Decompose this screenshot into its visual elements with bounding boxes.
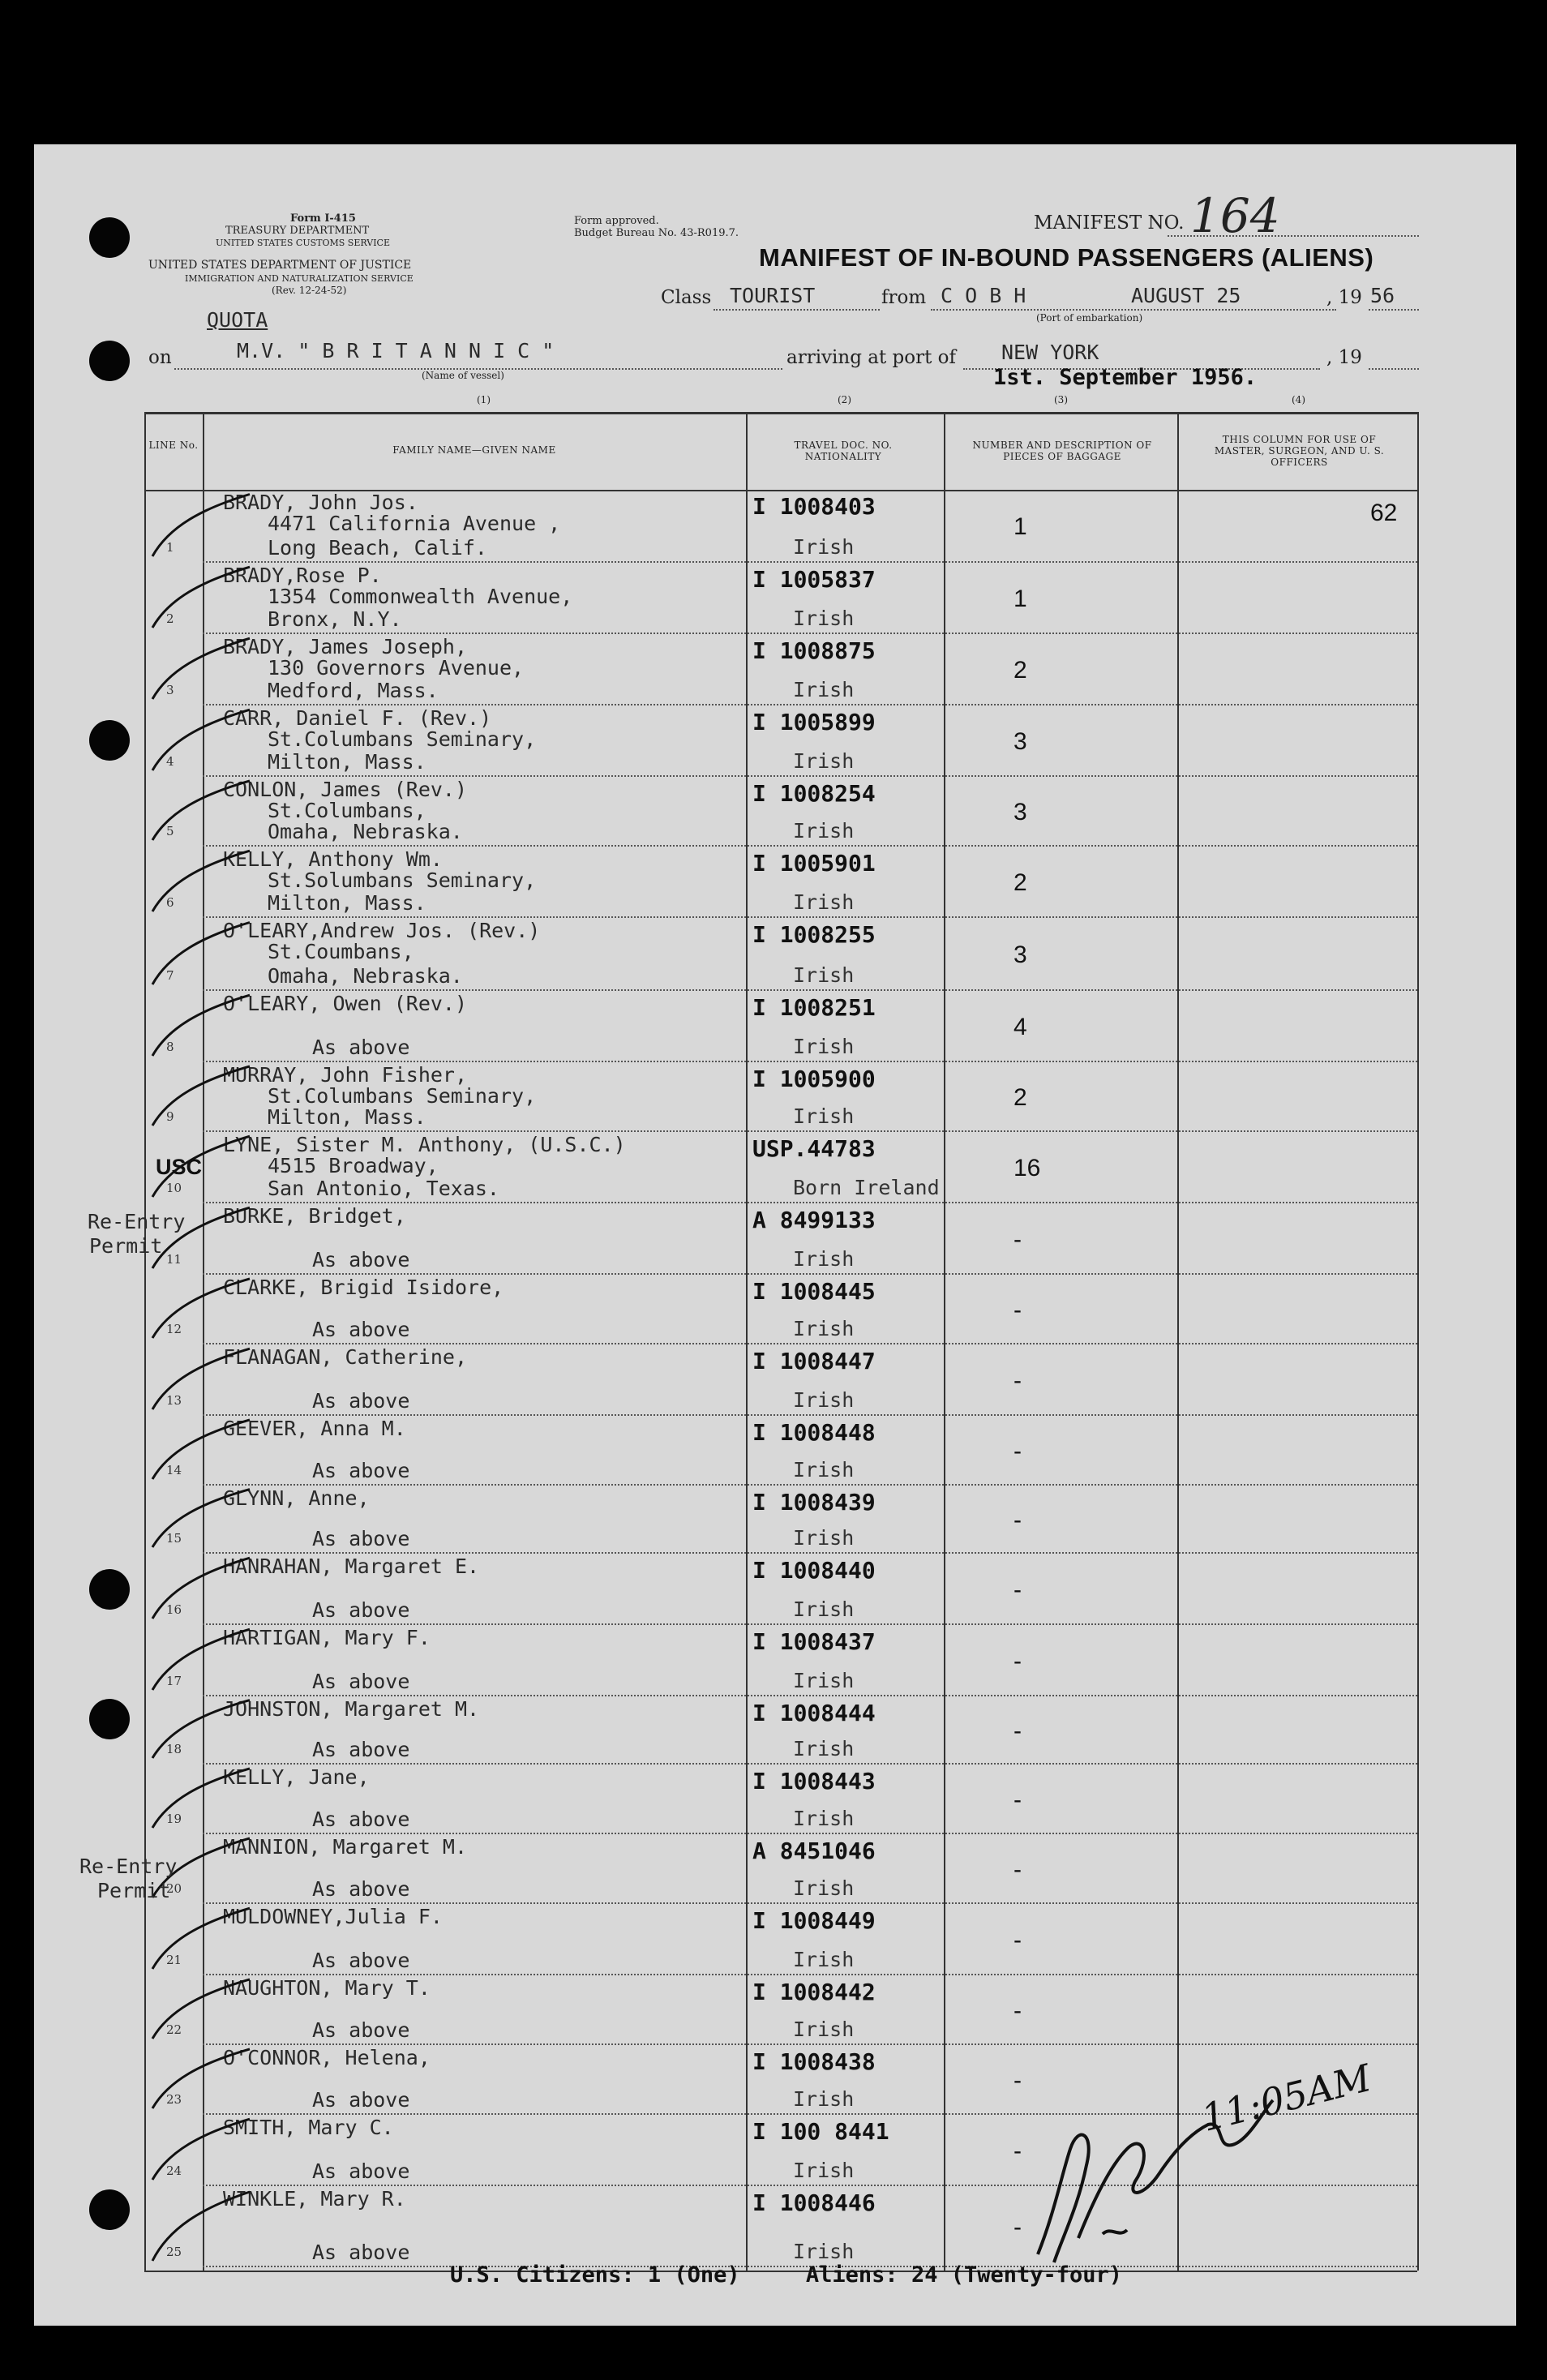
travel-doc-number: I 1008875 xyxy=(752,637,876,664)
travel-doc-number: I 1008445 xyxy=(752,1278,876,1305)
row-divider xyxy=(203,1623,1417,1625)
passenger-city: As above xyxy=(312,1248,410,1271)
col-num-2: (2) xyxy=(838,394,851,405)
col-header-line-no: LINE No. xyxy=(148,440,199,451)
table-row xyxy=(0,1487,1547,1555)
line-number: 25 xyxy=(166,2245,182,2259)
row-divider xyxy=(203,704,1417,705)
passenger-name: BRADY,Rose P. xyxy=(223,564,382,587)
row-divider xyxy=(203,1061,1417,1062)
row-divider xyxy=(203,1902,1417,1904)
baggage-count: - xyxy=(1013,2138,1022,2164)
table-row xyxy=(0,848,1547,920)
line-number: 14 xyxy=(166,1463,182,1477)
passenger-address: St.Columbans Seminary, xyxy=(268,727,537,751)
row-divider xyxy=(203,775,1417,777)
line-number: 2 xyxy=(166,611,174,626)
col-num-1: (1) xyxy=(477,394,491,405)
baggage-count: 1 xyxy=(1013,585,1027,612)
baggage-count: 3 xyxy=(1013,941,1027,968)
nationality: Irish xyxy=(793,890,855,914)
table-row xyxy=(0,707,1547,778)
passenger-city: As above xyxy=(312,2088,410,2112)
nationality: Irish xyxy=(793,678,855,701)
passenger-name: CARR, Daniel F. (Rev.) xyxy=(223,706,492,730)
arrival-date: 1st. September 1956. xyxy=(993,365,1258,390)
travel-doc-number: I 1008440 xyxy=(752,1557,876,1584)
passenger-city: As above xyxy=(312,1670,410,1693)
table-row xyxy=(0,993,1547,1064)
line-number: 9 xyxy=(166,1109,174,1124)
from-label: from xyxy=(881,287,927,308)
travel-doc-number: A 8451046 xyxy=(752,1838,876,1864)
year-value: 56 xyxy=(1370,284,1395,307)
treasury-dept: TREASURY DEPARTMENT xyxy=(225,225,370,237)
passenger-city: As above xyxy=(312,1459,410,1482)
manifest-number: 164 xyxy=(1190,188,1280,243)
nationality: Irish xyxy=(793,2159,855,2182)
line-number: 21 xyxy=(166,1953,182,1967)
travel-doc-number: I 1008439 xyxy=(752,1489,876,1516)
baggage-count: - xyxy=(1013,1648,1022,1675)
passenger-name: BRADY, John Jos. xyxy=(223,491,418,514)
baggage-count: - xyxy=(1013,1927,1022,1953)
baggage-count: - xyxy=(1013,1367,1022,1394)
passenger-name: GEEVER, Anna M. xyxy=(223,1417,406,1440)
from-value: C O B H xyxy=(941,284,1026,307)
on-label: on xyxy=(148,347,172,368)
justice-dept: UNITED STATES DEPARTMENT OF JUSTICE xyxy=(148,259,412,272)
row-divider xyxy=(203,916,1417,918)
row-divider xyxy=(203,1414,1417,1416)
vessel-name: M.V. " B R I T A N N I C " xyxy=(237,339,555,362)
line-number: 20 xyxy=(166,1881,182,1896)
row-divider xyxy=(203,1484,1417,1486)
line-number: 3 xyxy=(166,683,174,697)
passenger-city: As above xyxy=(312,2241,410,2264)
row-divider xyxy=(203,1763,1417,1765)
form-number: Form I-415 xyxy=(290,212,356,225)
passenger-address: 4515 Broadway, xyxy=(268,1154,439,1177)
row-divider xyxy=(203,1695,1417,1696)
punch-hole xyxy=(89,217,130,258)
table-row xyxy=(0,491,1547,564)
table-row xyxy=(0,1205,1547,1276)
travel-doc-number: I 1008442 xyxy=(752,1979,876,2005)
ins-service: IMMIGRATION AND NATURALIZATION SERVICE xyxy=(185,273,414,284)
row-divider xyxy=(203,1552,1417,1554)
row-divider xyxy=(203,1833,1417,1834)
passenger-city: As above xyxy=(312,1389,410,1413)
check-mark xyxy=(144,2180,258,2277)
travel-doc-number: I 1005900 xyxy=(752,1066,876,1092)
punch-hole xyxy=(89,341,130,381)
passenger-name: KELLY, Anthony Wm. xyxy=(223,847,443,871)
table-row xyxy=(0,1134,1547,1205)
manifest-no-label: MANIFEST NO. xyxy=(1034,212,1185,234)
baggage-count: - xyxy=(1013,2067,1022,2094)
travel-doc-number: I 1005899 xyxy=(752,709,876,735)
table-row xyxy=(0,1346,1547,1417)
col-header-family-name: FAMILY NAME—GIVEN NAME xyxy=(392,444,556,456)
baggage-count: - xyxy=(1013,2214,1022,2241)
year-label: , 19 xyxy=(1326,347,1362,368)
passenger-name: HARTIGAN, Mary F. xyxy=(223,1626,431,1649)
passenger-city: As above xyxy=(312,1808,410,1831)
line-number: 22 xyxy=(166,2022,182,2037)
passenger-name: SMITH, Mary C. xyxy=(223,2116,394,2139)
passenger-name: CONLON, James (Rev.) xyxy=(223,778,468,801)
manifest-title: MANIFEST OF IN-BOUND PASSENGERS (ALIENS) xyxy=(759,243,1374,272)
year-prefix: , 19 xyxy=(1326,287,1362,308)
table-row xyxy=(0,1064,1547,1134)
line-number: 8 xyxy=(166,1040,174,1054)
line-number: 18 xyxy=(166,1742,182,1756)
row-divider xyxy=(203,1130,1417,1132)
passenger-city: Bronx, N.Y. xyxy=(268,607,402,631)
travel-doc-number: I 1008449 xyxy=(752,1907,876,1934)
nationality: Irish xyxy=(793,1035,855,1058)
travel-doc-number: I 1008446 xyxy=(752,2189,876,2216)
row-divider xyxy=(203,845,1417,847)
passenger-city: Medford, Mass. xyxy=(268,679,439,702)
passenger-address: St.Columbans, xyxy=(268,799,426,822)
passenger-city: Long Beach, Calif. xyxy=(268,536,487,560)
reentry-note-1: Re-Entry xyxy=(88,1210,186,1233)
line-number: 23 xyxy=(166,2092,182,2107)
travel-doc-number: I 1008438 xyxy=(752,2048,876,2075)
table-row xyxy=(0,920,1547,993)
baggage-count: 1 xyxy=(1013,513,1027,540)
col-num-4: (4) xyxy=(1292,394,1305,405)
passenger-city: As above xyxy=(312,1318,410,1341)
passenger-address: 4471 California Avenue , xyxy=(268,512,561,535)
nationality: Irish xyxy=(793,535,855,559)
passenger-city: San Antonio, Texas. xyxy=(268,1177,499,1200)
nationality: Irish xyxy=(793,607,855,630)
nationality: Irish xyxy=(793,1948,855,1971)
line-number: 5 xyxy=(166,824,174,838)
passenger-city: Milton, Mass. xyxy=(268,891,426,915)
passenger-name: BRADY, James Joseph, xyxy=(223,635,468,658)
table-row xyxy=(0,1698,1547,1766)
nationality: Irish xyxy=(793,1737,855,1760)
row-divider xyxy=(203,1202,1417,1203)
passenger-name: WINKLE, Mary R. xyxy=(223,2187,406,2211)
baggage-count: - xyxy=(1013,1226,1022,1253)
table-row xyxy=(0,778,1547,848)
passenger-name: MANNION, Margaret M. xyxy=(223,1835,468,1859)
col-num-3: (3) xyxy=(1054,394,1068,405)
row-divider xyxy=(203,1343,1417,1344)
budget-bureau: Budget Bureau No. 43-R019.7. xyxy=(574,227,739,239)
officer-note: 62 xyxy=(1370,500,1398,526)
travel-doc-number: I 1005901 xyxy=(752,850,876,877)
nationality: Irish xyxy=(793,819,855,843)
signature-time: 11:05AM xyxy=(1197,2056,1376,2140)
line-number: 6 xyxy=(166,895,174,910)
line-number: 15 xyxy=(166,1531,182,1546)
travel-doc-number: I 1008447 xyxy=(752,1348,876,1374)
line-number: 10 xyxy=(166,1181,182,1195)
nationality: Irish xyxy=(793,1247,855,1271)
col-header-travel-doc: TRAVEL DOC. NO. NATIONALITY xyxy=(794,440,893,462)
passenger-city: As above xyxy=(312,1738,410,1761)
passenger-city: Milton, Mass. xyxy=(268,750,426,774)
table-row xyxy=(0,564,1547,636)
passenger-name: KELLY, Jane, xyxy=(223,1765,370,1789)
passenger-address: 130 Governors Avenue, xyxy=(268,656,525,680)
passenger-name: LYNE, Sister M. Anthony, (U.S.C.) xyxy=(223,1133,626,1156)
summary-totals: U.S. Citizens: 1 (One) Aliens: 24 (Twenty-four) xyxy=(450,2262,1123,2288)
nationality: Irish xyxy=(793,1597,855,1621)
table-row xyxy=(0,1977,1547,2047)
nationality: Irish xyxy=(793,963,855,987)
baggage-count: - xyxy=(1013,1717,1022,1744)
nationality: Irish xyxy=(793,2087,855,2111)
nationality: Irish xyxy=(793,2018,855,2041)
vessel-caption: (Name of vessel) xyxy=(422,370,504,381)
baggage-count: - xyxy=(1013,1997,1022,2024)
passenger-city: As above xyxy=(312,1877,410,1901)
travel-doc-number: I 100 8441 xyxy=(752,2118,889,2145)
row-divider xyxy=(203,561,1417,563)
travel-doc-number: I 1008444 xyxy=(752,1700,876,1726)
passenger-name: HANRAHAN, Margaret E. xyxy=(223,1555,480,1578)
passenger-city: As above xyxy=(312,1527,410,1550)
baggage-count: - xyxy=(1013,1297,1022,1323)
col-header-officers: THIS COLUMN FOR USE OF MASTER, SURGEON, AND U. S. OFFICERS xyxy=(1214,434,1385,468)
passenger-address: St.Solumbans Seminary, xyxy=(268,868,537,892)
nationality: Irish xyxy=(793,2240,855,2263)
form-approved: Form approved. xyxy=(574,215,659,227)
passenger-city: Omaha, Nebraska. xyxy=(268,964,463,988)
nationality: Irish xyxy=(793,1104,855,1128)
permit-note-1: Permit xyxy=(89,1234,163,1258)
revision: (Rev. 12-24-52) xyxy=(272,285,347,296)
passenger-city: As above xyxy=(312,1036,410,1059)
baggage-count: - xyxy=(1013,1507,1022,1533)
table-row xyxy=(0,1276,1547,1346)
line-number: 11 xyxy=(166,1252,182,1267)
line-number: 12 xyxy=(166,1322,182,1336)
travel-doc-number: I 1005837 xyxy=(752,566,876,593)
customs-service: UNITED STATES CUSTOMS SERVICE xyxy=(216,238,390,248)
baggage-count: - xyxy=(1013,1438,1022,1464)
baggage-count: 16 xyxy=(1013,1155,1041,1181)
travel-doc-number: I 1008254 xyxy=(752,780,876,807)
baggage-count: 2 xyxy=(1013,869,1027,896)
travel-doc-number: I 1008443 xyxy=(752,1768,876,1795)
travel-doc-number: I 1008437 xyxy=(752,1628,876,1655)
nationality: Irish xyxy=(793,1317,855,1340)
usc-note: USC xyxy=(156,1155,203,1179)
passenger-city: As above xyxy=(312,2159,410,2183)
line-number: 4 xyxy=(166,754,174,769)
baggage-count: - xyxy=(1013,1576,1022,1603)
nationality: Irish xyxy=(793,749,855,773)
class-value: TOURIST xyxy=(730,284,816,307)
arriving-port: NEW YORK xyxy=(1001,341,1099,364)
quota-stamp: QUOTA xyxy=(207,308,268,332)
travel-doc-number: USP.44783 xyxy=(752,1135,876,1162)
line-number: 17 xyxy=(166,1674,182,1688)
passenger-name: O'LEARY,Andrew Jos. (Rev.) xyxy=(223,919,541,942)
table-row xyxy=(0,1766,1547,1836)
table-row xyxy=(0,1417,1547,1487)
passenger-name: CLARKE, Brigid Isidore, xyxy=(223,1276,504,1299)
passenger-name: BURKE, Bridget, xyxy=(223,1204,406,1228)
passenger-city: As above xyxy=(312,2018,410,2042)
baggage-count: 3 xyxy=(1013,728,1027,755)
baggage-count: 2 xyxy=(1013,657,1027,684)
reentry-note-2: Re-Entry xyxy=(79,1855,178,1878)
table-row xyxy=(0,636,1547,707)
baggage-count: 2 xyxy=(1013,1084,1027,1111)
nationality: Irish xyxy=(793,1388,855,1412)
baggage-count: - xyxy=(1013,1786,1022,1813)
passenger-address: 1354 Commonwealth Avenue, xyxy=(268,585,573,608)
travel-doc-number: I 1008448 xyxy=(752,1419,876,1446)
row-divider xyxy=(203,1974,1417,1975)
passenger-city: As above xyxy=(312,1598,410,1622)
baggage-count: 4 xyxy=(1013,1014,1027,1040)
line-number: 13 xyxy=(166,1393,182,1408)
passenger-name: MULDOWNEY,Julia F. xyxy=(223,1905,443,1928)
passenger-name: O'CONNOR, Helena, xyxy=(223,2046,431,2069)
col-header-baggage: NUMBER AND DESCRIPTION OF PIECES OF BAGGAGE xyxy=(972,440,1152,462)
date-value: AUGUST 25 xyxy=(1131,284,1241,307)
table-row xyxy=(0,1627,1547,1698)
table-row xyxy=(0,1836,1547,1906)
nationality: Irish xyxy=(793,1876,855,1900)
passenger-city: Omaha, Nebraska. xyxy=(268,820,463,843)
nationality: Irish xyxy=(793,1807,855,1830)
passenger-name: GLYNN, Anne, xyxy=(223,1486,370,1510)
passenger-name: MURRAY, John Fisher, xyxy=(223,1063,468,1087)
passenger-address: St.Coumbans, xyxy=(268,940,414,963)
travel-doc-number: I 1008255 xyxy=(752,921,876,948)
class-label: Class xyxy=(661,287,712,308)
line-number: 16 xyxy=(166,1602,182,1617)
row-divider xyxy=(203,633,1417,634)
passenger-name: FLANAGAN, Catherine, xyxy=(223,1345,468,1369)
passenger-city: Milton, Mass. xyxy=(268,1105,426,1129)
travel-doc-number: A 8499133 xyxy=(752,1207,876,1233)
row-divider xyxy=(203,2043,1417,2045)
line-number: 7 xyxy=(166,968,174,983)
nationality: Born Ireland xyxy=(793,1176,940,1199)
line-number: 24 xyxy=(166,2163,182,2178)
row-divider xyxy=(203,989,1417,991)
baggage-count: 3 xyxy=(1013,799,1027,825)
nationality: Irish xyxy=(793,1526,855,1550)
passenger-name: JOHNSTON, Margaret M. xyxy=(223,1697,480,1721)
travel-doc-number: I 1008403 xyxy=(752,493,876,520)
passenger-address: St.Columbans Seminary, xyxy=(268,1084,537,1108)
line-number: 19 xyxy=(166,1812,182,1826)
permit-note-2: Permit xyxy=(97,1879,171,1902)
baggage-count: - xyxy=(1013,1856,1022,1883)
nationality: Irish xyxy=(793,1458,855,1482)
passenger-name: O'LEARY, Owen (Rev.) xyxy=(223,992,468,1015)
nationality: Irish xyxy=(793,1669,855,1692)
port-embark-caption: (Port of embarkation) xyxy=(1036,312,1143,324)
row-divider xyxy=(203,1273,1417,1275)
line-number: 1 xyxy=(166,540,174,555)
table-row xyxy=(0,1555,1547,1627)
table-row xyxy=(0,1906,1547,1977)
arriving-label: arriving at port of xyxy=(786,347,956,368)
passenger-name: NAUGHTON, Mary T. xyxy=(223,1976,431,2000)
travel-doc-number: I 1008251 xyxy=(752,994,876,1021)
passenger-city: As above xyxy=(312,1949,410,1972)
